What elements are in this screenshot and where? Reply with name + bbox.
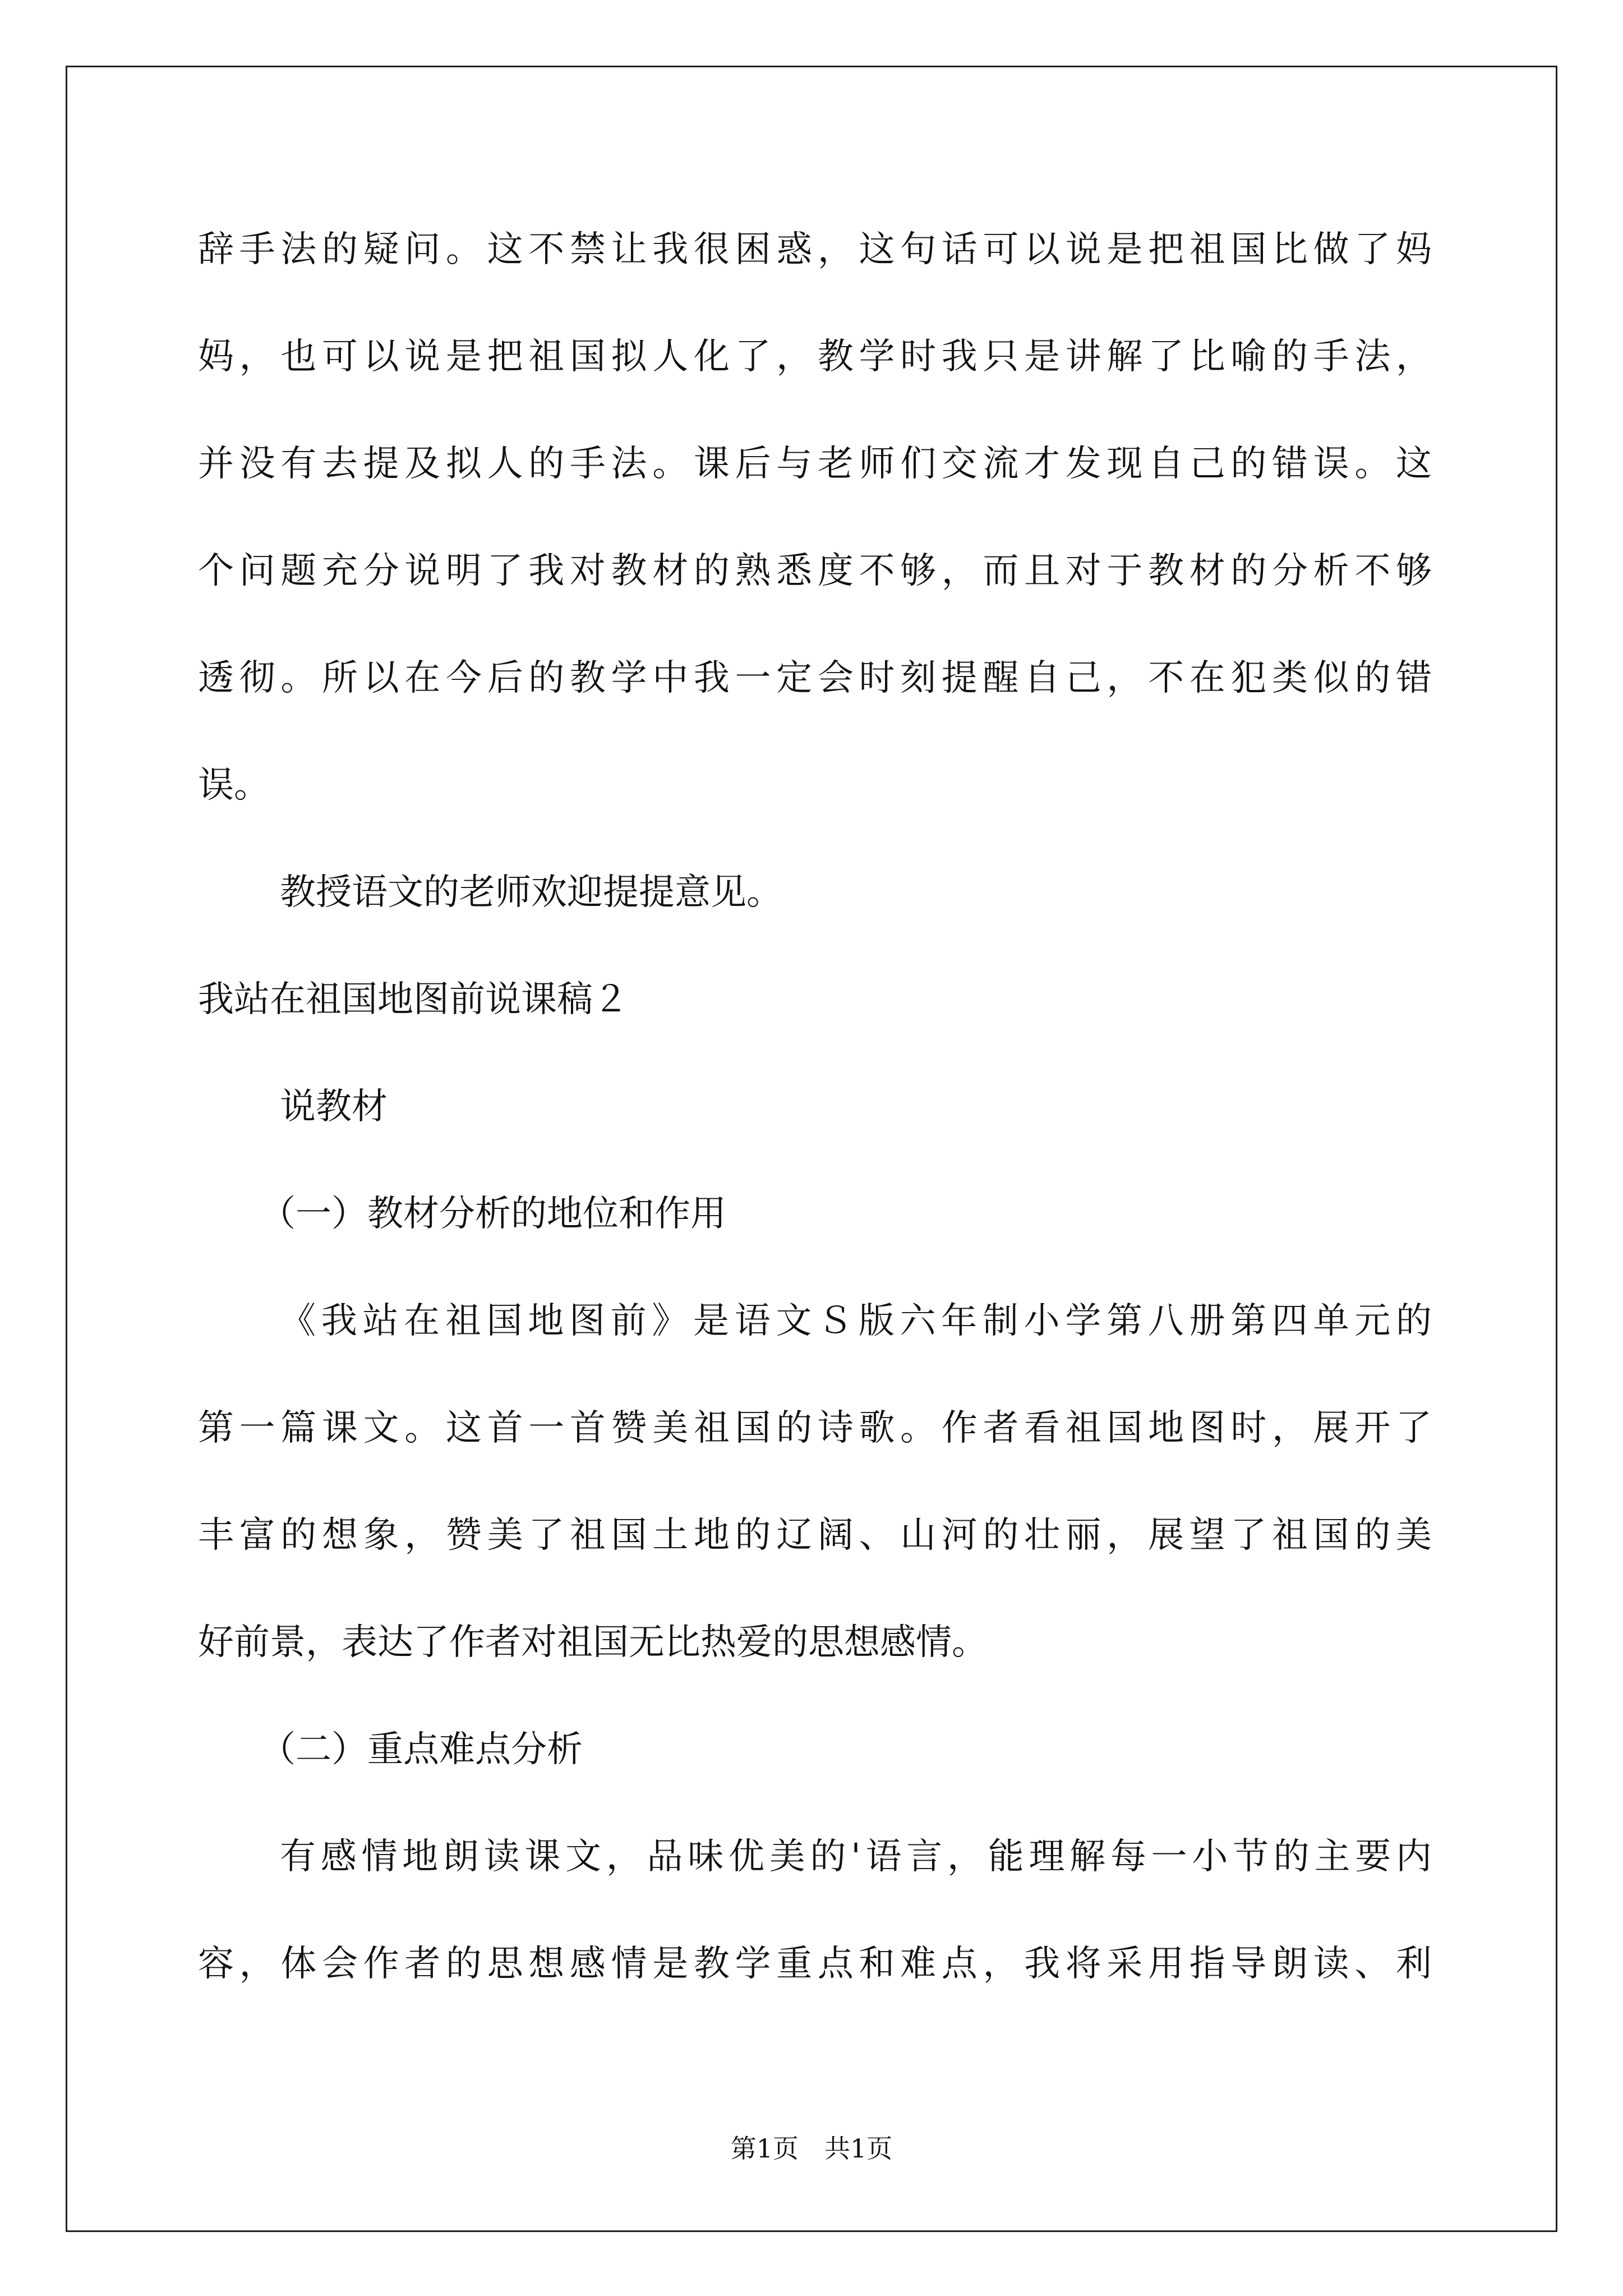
paragraph-line-2: 妈，也可以说是把祖国拟人化了，教学时我只是讲解了比喻的手法， (198, 336, 1432, 378)
paragraph-key-line-1: 有感情地朗读课文，品味优美的'语言，能理解每一小节的主要内 (280, 1836, 1432, 1878)
paragraph-line-5: 透彻。所以在今后的教学中我一定会时刻提醒自己，不在犯类似的错 (198, 657, 1432, 699)
page-border (66, 66, 1557, 2232)
paragraph-line-4: 个问题充分说明了我对教材的熟悉度不够，而且对于教材的分析不够 (198, 550, 1432, 592)
closing-remark: 教授语文的老师欢迎提提意见。 (280, 872, 782, 913)
page-footer: 第1页 共1页 (730, 2133, 893, 2164)
subheading-key-points: （二）重点难点分析 (260, 1729, 583, 1770)
paragraph-intro-line-2: 第一篇课文。这首一首赞美祖国的诗歌。作者看祖国地图时，展开了 (198, 1407, 1432, 1449)
paragraph-intro-line-4: 好前景，表达了作者对祖国无比热爱的思想感情。 (198, 1622, 988, 1663)
section-title: 我站在祖国地图前说课稿２ (198, 979, 629, 1020)
subheading-analysis: （一）教材分析的地位和作用 (260, 1193, 726, 1235)
paragraph-line-1: 辞手法的疑问。这不禁让我很困惑，这句话可以说是把祖国比做了妈 (198, 229, 1432, 270)
paragraph-intro-line-3: 丰富的想象，赞美了祖国土地的辽阔、山河的壮丽，展望了祖国的美 (198, 1515, 1432, 1556)
paragraph-key-line-2: 容，体会作者的思想感情是教学重点和难点，我将采用指导朗读、利 (198, 1943, 1432, 1985)
paragraph-intro-line-1: 《我站在祖国地图前》是语文Ｓ版六年制小学第八册第四单元的 (280, 1300, 1432, 1342)
paragraph-line-6: 误。 (198, 765, 270, 806)
paragraph-line-3: 并没有去提及拟人的手法。课后与老师们交流才发现自己的错误。这 (198, 443, 1432, 485)
subheading-textbook: 说教材 (280, 1086, 388, 1128)
